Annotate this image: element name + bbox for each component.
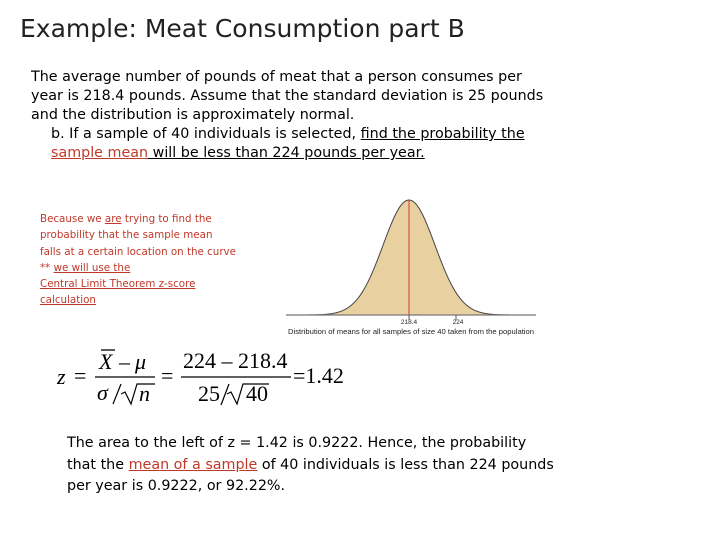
part-b-line-1: [31, 125, 571, 144]
result-line-1: The area to the left of z = 1.42 is 0.9222. Hence, the probability: [67, 435, 527, 451]
part-b-line-2: [31, 144, 571, 163]
note-l1b: are: [104, 213, 122, 225]
note-line-2: probability that the sample mean: [40, 229, 213, 242]
sampling-distribution-chart: [284, 190, 539, 342]
problem-line-1: The average number of pounds of meat that a person consumes per: [31, 69, 522, 85]
problem-line-3: and the distribution is approximately normal.: [31, 107, 355, 123]
formula-minus-1: –: [119, 349, 130, 374]
part-b-underlined: find the probability the: [360, 126, 525, 142]
mean-of-sample-highlight: mean of a sample: [128, 456, 258, 473]
note-line-5: Central Limit Theorem z-score: [40, 278, 196, 291]
formula-numerator: 224 – 218.4: [183, 348, 288, 373]
slide-title: Example: Meat Consumption part B: [20, 14, 465, 43]
note-line-3: falls at a certain location on the curve: [40, 245, 236, 258]
part-b-end: will be less than 224 pounds per year.: [148, 145, 425, 161]
left-slash: [113, 384, 121, 404]
formula-sigma: σ: [97, 380, 108, 405]
problem-statement: [31, 68, 571, 163]
note-line-1: [40, 211, 255, 227]
note-l4a: **: [40, 261, 54, 274]
shaded-area: [286, 200, 536, 315]
formula-mu: μ: [135, 349, 147, 374]
formula-equals-2: =: [161, 363, 174, 388]
formula-den-25: 25: [198, 381, 220, 406]
value-tick-label: 224: [452, 319, 464, 326]
note-line-6: calculation: [40, 294, 96, 307]
note-l4b: we will use the: [53, 261, 131, 274]
formula-den-40: 40: [246, 381, 268, 406]
z-score-formula: [55, 342, 375, 412]
note-l1c: trying to find the: [121, 213, 212, 225]
result-line-3: per year is 0.9222, or 92.22%.: [67, 478, 286, 494]
formula-equals-1: =: [74, 363, 87, 388]
formula-result: =1.42: [293, 363, 344, 388]
clt-note: [40, 211, 255, 309]
formula-n: n: [139, 381, 150, 406]
part-b-prefix: b. If a sample of 40 individuals is selected,: [51, 126, 361, 142]
formula-z: z: [57, 364, 66, 389]
mean-tick-label: 218.4: [400, 319, 418, 326]
result-line-2: [67, 455, 587, 477]
note-l1a: Because we: [40, 213, 105, 225]
problem-line-2: year is 218.4 pounds. Assume that the standard deviation is 25 pounds: [31, 88, 544, 104]
result-text: [67, 433, 587, 498]
chart-caption: Distribution of means for all samples of size 40 taken from the population: [288, 327, 534, 336]
sample-mean-highlight: sample mean: [51, 145, 149, 161]
note-line-4: [40, 260, 255, 276]
right-slash: [221, 384, 229, 405]
formula-xbar: X: [99, 349, 113, 374]
result-l2a: that the: [67, 456, 129, 473]
result-l2c: of 40 individuals is less than 224 pounds: [257, 456, 554, 473]
